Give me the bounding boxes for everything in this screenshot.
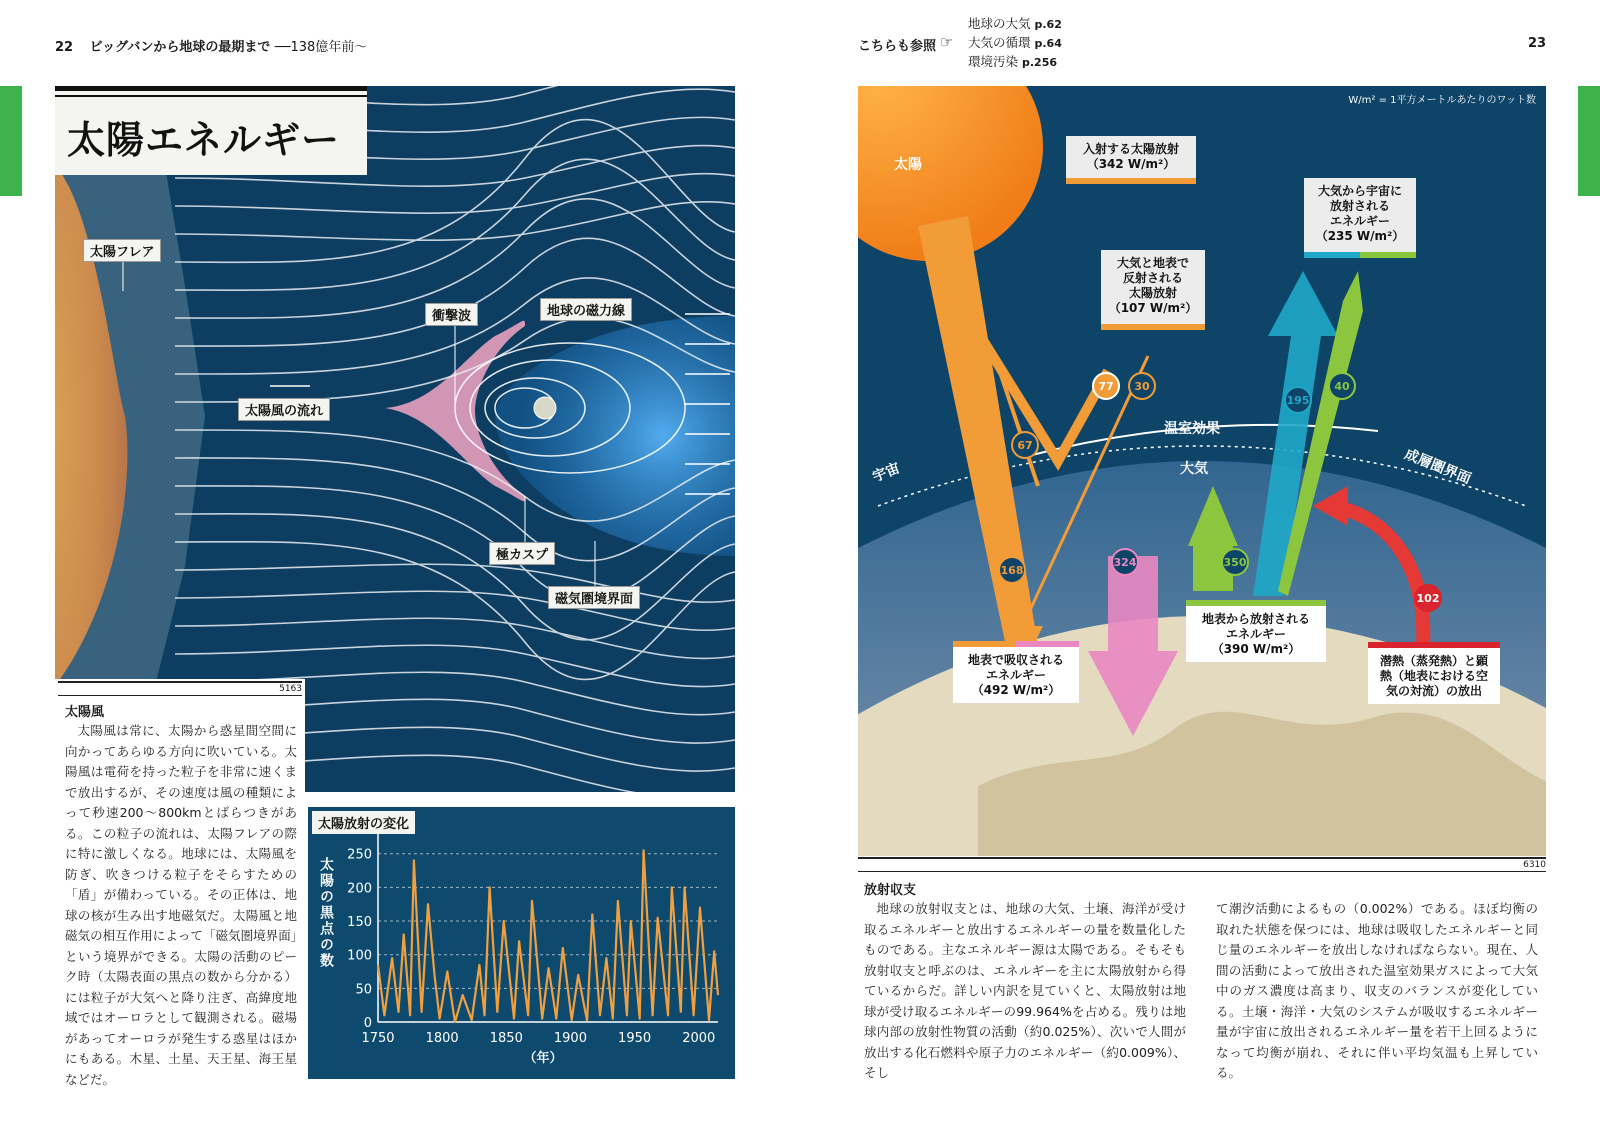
- label-shock-wave: 衝撃波: [425, 303, 478, 326]
- badge-350: 350: [1221, 548, 1249, 576]
- x-tick-label: 1850: [489, 1031, 523, 1046]
- energy-budget-illustration: [858, 86, 1546, 856]
- y-axis-label: 太陽の黒点の数: [318, 857, 334, 969]
- left-scale-code: 5163: [279, 684, 302, 694]
- y-tick-label: 150: [347, 915, 372, 931]
- box-to-space: 大気から宇宙に 放射される エネルギー （235 W/m²）: [1304, 178, 1416, 258]
- solar-wind-body: 太陽風は常に、太陽から惑星間空間に向かってあらゆる方向に吹いている。太陽風は電荷を持った粒子を非常に速くまで放出するが、その速度は風の種類によって秒速200〜800kmとばらつきがある。この粒子の流れは、太陽フレアの際に特に激しくなる。地球には、太陽風を防ぎ、吹きつける粒子をそらすための「盾」が備わっている。その正体は、地球の核が生み出す地磁気だ。太陽風と地磁気の相互作用によって「磁気圏境界面」という境界ができる。太陽の活動のピーク時（太陽表面の黒点の数から分かる）には粒子が大気へと降り注ぎ、高緯度地域ではオーロラとして観測される。磁場があってオーロラが発生する惑星はほかにもある。木星、土星、天王星、海王星などだ。: [65, 723, 297, 1087]
- label-space: 宇宙: [870, 460, 903, 486]
- label-magnetic-lines: 地球の磁力線: [540, 298, 632, 321]
- y-tick-label: 50: [355, 982, 372, 998]
- x-tick-label: 1750: [361, 1031, 395, 1046]
- page-title: 太陽エネルギー: [67, 117, 341, 162]
- label-polar-cusp: 極カスプ: [489, 542, 555, 565]
- label-sun: 太陽: [894, 157, 922, 173]
- x-tick-label: 1950: [618, 1031, 652, 1046]
- x-tick-label: 1900: [553, 1031, 587, 1046]
- badge-324: 324: [1111, 548, 1139, 576]
- label-stratopause: 成層圏界面: [1402, 446, 1474, 488]
- box-surface-absorbed: 地表で吸収される エネルギー （492 W/m²）: [953, 641, 1079, 703]
- badge-168: 168: [998, 556, 1026, 584]
- badge-67: 67: [1011, 431, 1039, 459]
- y-tick-label: 0: [363, 1016, 372, 1031]
- right-thumb-tab: [1578, 86, 1600, 196]
- box-reflected-radiation: 大気と地表で 反射される 太陽放射 （107 W/m²）: [1101, 250, 1205, 330]
- badge-195: 195: [1284, 386, 1312, 414]
- box-color-bar: [953, 641, 1079, 647]
- radiation-budget-heading: 放射収支: [864, 883, 917, 898]
- box-incoming-radiation: 入射する太陽放射 （342 W/m²）: [1066, 136, 1196, 184]
- sunspot-chart-svg: [308, 807, 735, 1079]
- box-latent-heat: 潜熱（蒸発熱）と顕 熱（地表における空 気の対流）の放出: [1368, 642, 1500, 704]
- pointing-hand-icon: ☞: [940, 33, 954, 51]
- x-tick-label: 2000: [682, 1031, 716, 1046]
- radiation-budget-body-col2: て潮汐活動によるもの（0.002%）である。ほぼ均衡の取れた状態を保つには、地球は吸収したエネルギーと同じ量のエネルギーを放出しなければならない。現在、人間の活動によって放出された温室効果ガスによって大気中のガス濃度は高まり、収支のバランスが変化している。土壌・海洋・大気のシステムが吸収するエネルギー量が宇宙に放出されるエネルギー量を若干上回るようになって均衡が崩れ、それに伴い平均気温も上昇している。: [1216, 901, 1538, 1080]
- label-solar-flare: 太陽フレア: [83, 239, 161, 262]
- box-color-bar: [1304, 252, 1416, 258]
- solar-wind-heading: 太陽風: [65, 705, 105, 720]
- solar-wind-text-block: [55, 679, 305, 1087]
- sunspot-chart-panel: [308, 807, 735, 1079]
- radiation-budget-body-col1: 地球の放射収支とは、地球の大気、土壌、海洋が受け取るエネルギーと放出するエネルギーの量を数量化したものである。主なエネルギー源は太陽である。そもそも放射収支と呼ぶのは、エネルギーを主に太陽放射から得ているからだ。詳しい内訳を見ていくと、太陽放射は地球が受け取るエネルギーの99.964%を占める。残りは地球内部の放射性物質の活動（約0.025%）、次いで人間が放出する化石燃料や原子力のエネルギー（約0.009%）、そし: [864, 901, 1186, 1080]
- label-magnetopause: 磁気圏境界面: [548, 586, 640, 609]
- y-tick-label: 250: [347, 847, 372, 863]
- see-also-list: [968, 15, 1118, 72]
- box-color-bar: [1186, 600, 1326, 606]
- left-thumb-tab: [0, 86, 22, 196]
- unit-note: W/m² = 1平方メートルあたりのワット数: [1348, 95, 1536, 106]
- x-tick-label: 1800: [425, 1031, 459, 1046]
- label-atmosphere: 大気: [1180, 461, 1208, 477]
- badge-30: 30: [1128, 372, 1156, 400]
- y-tick-label: 100: [347, 948, 372, 964]
- left-scale-bar: [58, 681, 302, 696]
- left-page-number: 22: [55, 40, 74, 55]
- right-scale-code: 6310: [1523, 860, 1546, 870]
- chart-title: 太陽放射の変化: [312, 811, 415, 834]
- badge-102: 102: [1414, 584, 1442, 612]
- badge-40: 40: [1328, 372, 1356, 400]
- box-color-bar: [1101, 324, 1205, 330]
- badge-77: 77: [1092, 372, 1120, 400]
- sunspot-series-line: [378, 850, 718, 1022]
- running-subtitle: ──138億年前〜: [274, 40, 368, 55]
- x-axis-label: （年）: [523, 1051, 563, 1066]
- earth-small: [534, 397, 556, 419]
- see-also-item[interactable]: 地球の大気 p.62: [968, 16, 1062, 31]
- right-scale-bar: [858, 857, 1546, 872]
- y-tick-label: 200: [347, 881, 372, 897]
- box-color-bar: [1066, 178, 1196, 184]
- running-title: ビッグバンから地球の最期まで: [89, 40, 271, 55]
- box-color-bar: [1368, 642, 1500, 648]
- box-surface-emitted: 地表から放射される エネルギー （390 W/m²）: [1186, 600, 1326, 662]
- label-greenhouse: 温室効果: [1164, 421, 1220, 437]
- label-solar-wind-flow: 太陽風の流れ: [238, 398, 330, 421]
- see-also-item[interactable]: 環境汚染 p.256: [968, 54, 1058, 69]
- right-page-number: 23: [1528, 36, 1547, 51]
- title-block: [55, 86, 367, 175]
- see-also-label: こちらも参照: [858, 39, 937, 54]
- left-page-header: [55, 36, 367, 55]
- see-also-item[interactable]: 大気の循環 p.64: [968, 35, 1062, 50]
